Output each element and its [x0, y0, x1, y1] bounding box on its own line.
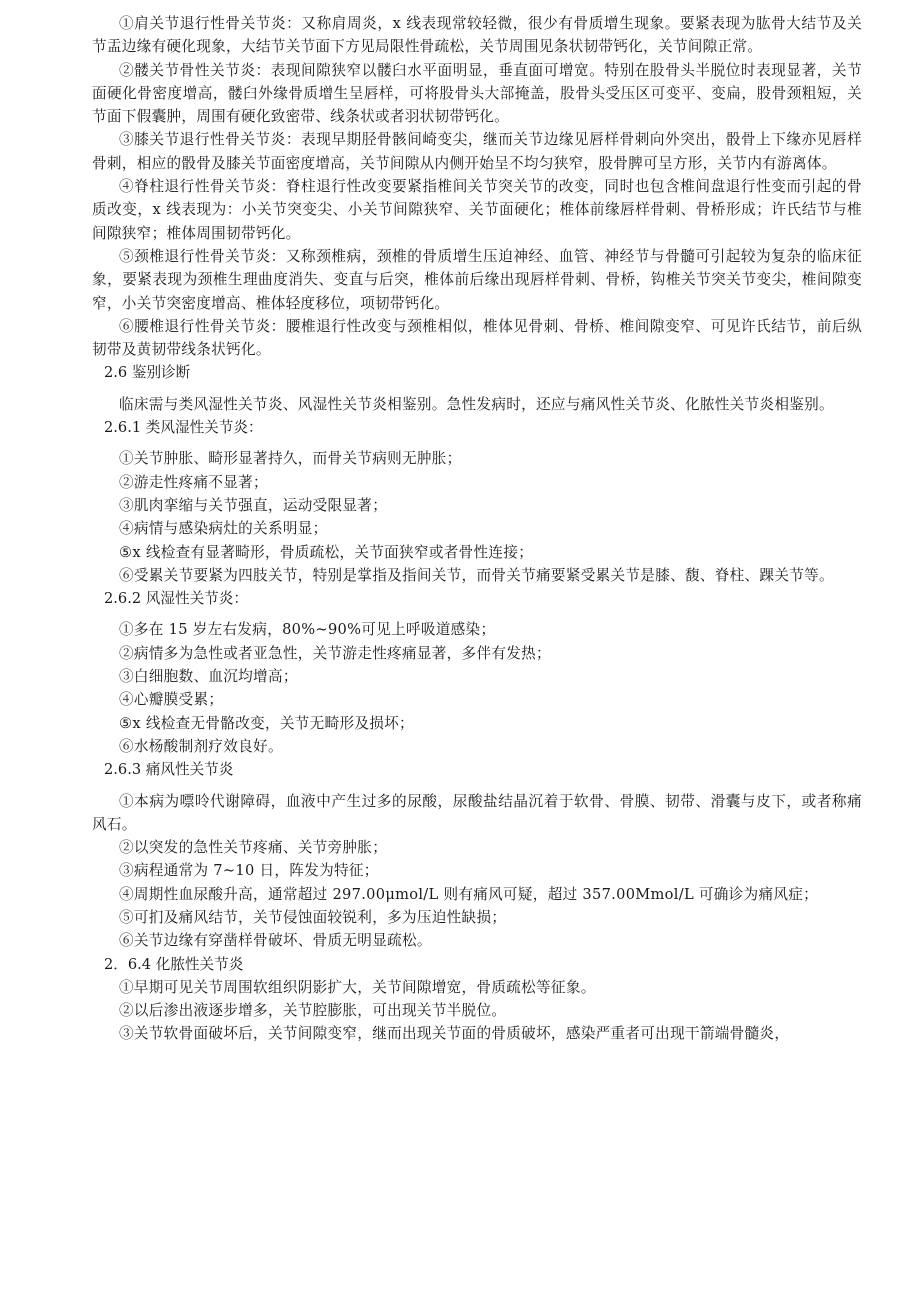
list-item: ②以后渗出液逐步增多，关节腔膨胀，可出现关节半脱位。: [119, 1002, 507, 1020]
list-item: ⑥关节边缘有穿凿样骨破坏、骨质无明显疏松。: [119, 932, 432, 950]
list-item: ③肌肉挛缩与关节强直，运动受限显著；: [119, 496, 388, 514]
section-number: 2.6.3: [104, 761, 142, 779]
list-item: ⑥水杨酸制剂疗效良好。: [119, 737, 283, 755]
list-item: ①多在 15 岁左右发病，80%~90%可见上呼吸道感染；: [119, 621, 496, 639]
section-title: 痛风性关节炎: [145, 761, 234, 779]
paragraph-hip: ②髅关节骨性关节炎：表现间隙狭窄以髅臼水平面明显，垂直面可增宽。特别在股骨头半脱位时表现显著，关节面硬化骨密度增高，髅臼外缘骨质增生呈唇样，可将股骨头大部掩盖，股骨头受压区可变平、变扁，股骨颈粗短，关节面下假囊肿，周围有硬化致密带、线条状或者羽状韧带钙化。: [92, 61, 862, 126]
section-title: 类风湿性关节炎：: [145, 419, 263, 437]
list-item: ⑥受累关节要紧为四肢关节，特别是掌指及指间关节，而骨关节痛要紧受累关节是膝、馥、脊柱、踝关节等。: [119, 566, 834, 584]
paragraph-knee: ③膝关节退行性骨关节炎：表现早期胫骨骸间崎变尖，继而关节边缘见唇样骨刺向外突出，骰骨上下缘亦见唇样骨刺，相应的骰骨及膝关节面密度增高，关节间隙从内侧开始呈不均匀狭窄，股骨脾可呈方形，关节内有游离体。: [92, 131, 862, 172]
section-number: 2.6: [104, 364, 128, 382]
list-item: ④病情与感染病灶的关系明显；: [119, 520, 328, 538]
list-item: ③白细胞数、血沉均增高；: [119, 668, 298, 686]
list-item: ②病情多为急性或者亚急性，关节游走性疼痛显著，多伴有发热；: [119, 644, 551, 662]
section-number: 2．6.4: [104, 955, 152, 973]
list-item: ②以突发的急性关节疼痛、关节旁肿胀；: [119, 839, 388, 857]
paragraph-lumbar: ⑥腰椎退行性骨关节炎：腰椎退行性改变与颈椎相似，椎体见骨刺、骨桥、椎间隙变窄、可见许氏结节，前后纵韧带及黄韧带线条状钙化。: [92, 317, 862, 359]
section-title: 风湿性关节炎：: [145, 590, 248, 608]
list-item: ⑤x 线检查有显著畸形，骨质疏松，关节面狭窄或者骨性连接；: [119, 543, 534, 561]
list-item: ④心瓣膜受累；: [119, 691, 224, 709]
list-item: ①关节肿胀、畸形显著持久，而骨关节病则无肿胀；: [119, 450, 462, 468]
paragraph-cervical: ⑤颈椎退行性骨关节炎：又称颈椎病，颈椎的骨质增生压迫神经、血管、神经节与骨髓可引起较为复杂的临床征象，要紧表现为颈椎生理曲度消失、变直与后突，椎体前后缘出现唇样骨刺、骨桥，钩椎关节突关节变尖，椎间隙变窄，小关节突密度增高、椎体轻度移位，项韧带钙化。: [92, 247, 862, 312]
paragraph-shoulder: ①肩关节退行性骨关节炎：又称肩周炎，x 线表现常较轻微，很少有骨质增生现象。要紧表现为肱骨大结节及关节盂边缘有硬化现象，大结节关节面下方见局限性骨疏松，关节周围见条状韧带钙化，关节间隙正常。: [92, 15, 862, 56]
list-item: ⑤x 线检查无骨骼改变，关节无畸形及损坏；: [119, 714, 414, 732]
section-heading-2-6-2: [92, 587, 862, 610]
section-number: 2.6.1: [104, 419, 142, 437]
list-item: ①早期可见关节周围软组织阴影扩大，关节间隙增宽，骨质疏松等征象。: [119, 978, 596, 996]
section-number: 2.6.2: [104, 590, 142, 608]
list-item: ③关节软骨面破坏后，关节间隙变窄，继而出现关节面的骨质破坏，感染严重者可出现干箭端骨髓炎，: [119, 1025, 790, 1043]
section-heading-2-6-4: [92, 953, 862, 976]
paragraph-differential-intro: 临床需与类风湿性关节炎、风湿性关节炎相鉴别。急性发病时，还应与痛风性关节炎、化脓性关节炎相鉴别。: [119, 395, 834, 413]
section-title: 鉴别诊断: [131, 364, 191, 382]
section-heading-2-6: [92, 361, 862, 384]
list-item: ①本病为嘌呤代谢障碍，血液中产生过多的尿酸，尿酸盐结晶沉着于软骨、骨膜、韧带、滑囊与皮下，或者称痛风石。: [92, 792, 862, 833]
section-heading-2-6-1: [92, 416, 862, 439]
list-item: ④周期性血尿酸升高，通常超过 297.00μmol/L 则有痛风可疑，超过 357.00Mmol/L 可确诊为痛风症；: [119, 885, 819, 903]
list-item: ③病程通常为 7~10 日，阵发为特征；: [119, 862, 379, 880]
section-heading-2-6-3: [92, 758, 862, 781]
section-title: 化脓性关节炎: [155, 955, 244, 973]
document-page: [92, 12, 862, 1046]
list-item: ②游走性疼痛不显著；: [119, 473, 268, 491]
list-item: ⑤可扪及痛风结节，关节侵蚀面较锐利，多为压迫性缺损；: [119, 908, 507, 926]
paragraph-spine: ④脊柱退行性骨关节炎：脊柱退行性改变要紧指椎间关节突关节的改变，同时也包含椎间盘退行性变而引起的骨质改变，x 线表现为：小关节突变尖、小关节间隙狭窄、关节面硬化；椎体前缘唇样骨刺、骨桥形成；许氏结节与椎间隙狭窄；椎体周围韧带钙化。: [92, 178, 862, 242]
